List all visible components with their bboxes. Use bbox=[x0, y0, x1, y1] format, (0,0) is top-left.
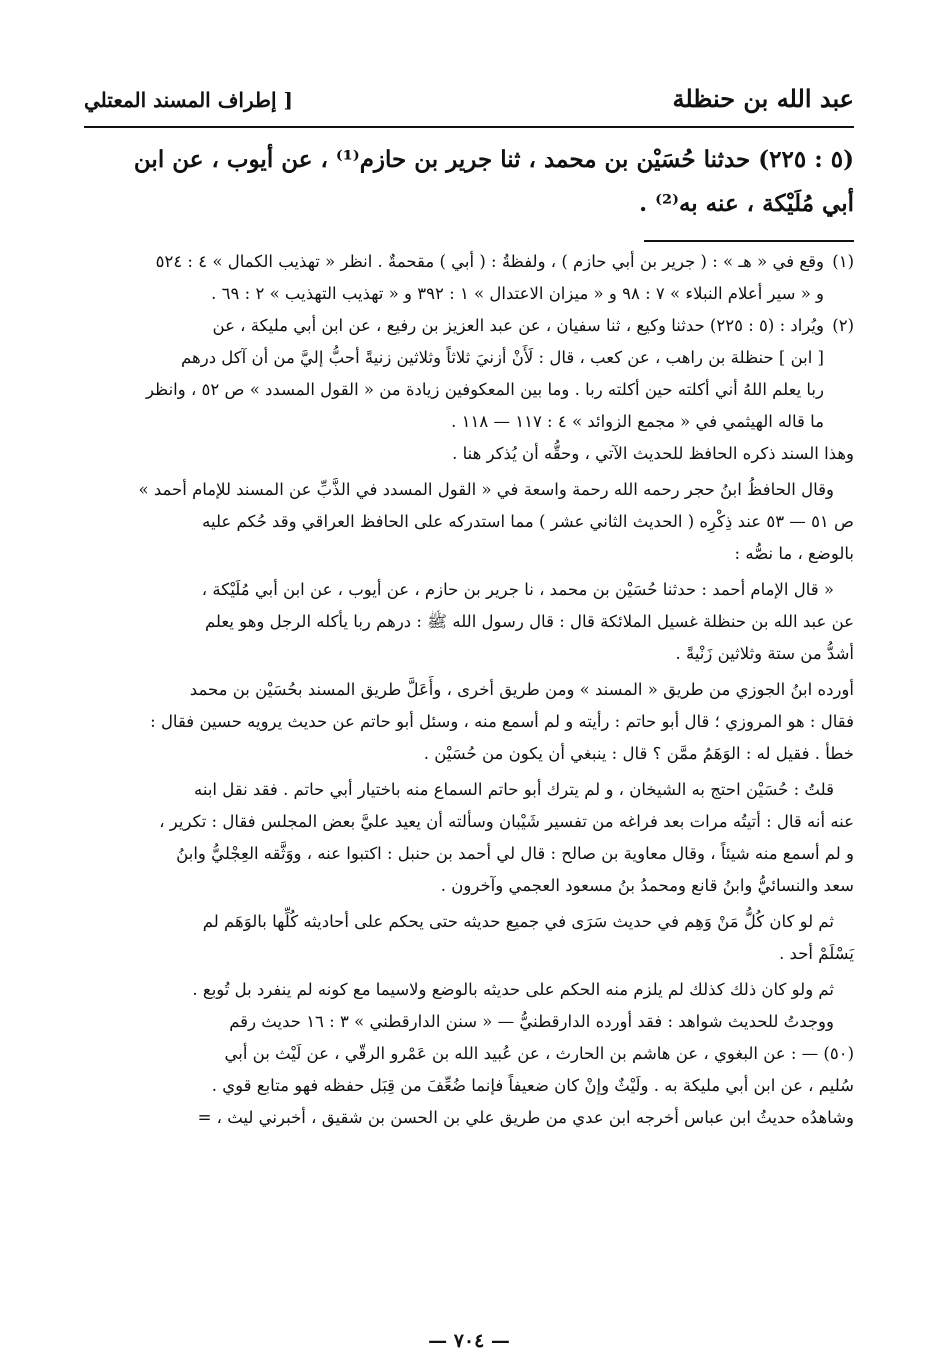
note-line: و لم أسمع منه شيئاً ، وقال معاوية بن صالح : قال لي أحمد بن حنبل : اكتبوا عنه ، ووَثَّقه العِجْليُّ وابنُ bbox=[176, 844, 854, 863]
note-paragraph bbox=[84, 438, 854, 470]
note-line: قلتُ : حُسَيْن احتج به الشيخان ، و لم يترك أبو حاتم السماع منه باختيار أبي حاتم . فقد نقل ابنه bbox=[194, 780, 834, 799]
hadith-line: (٥ : ٢٢٥) حدثنا حُسَيْن بن محمد ، ثنا جرير بن حازم⁽¹⁾ ، عن أيوب ، عن ابن bbox=[133, 146, 854, 173]
note-paragraph bbox=[84, 774, 854, 902]
note-line: يَسْلَمْ أحد . bbox=[779, 944, 854, 963]
note-line: خطأ . فقيل له : الوَهَمُ ممَّن ؟ قال : ينبغي أن يكون من حُسَيْن . bbox=[423, 744, 854, 763]
footnote-line: و « سير أعلام النبلاء » ٧ : ٩٨ و « ميزان الاعتدال » ١ : ٣٩٢ و « تهذيب التهذيب » ٢ : ٦٩ . bbox=[211, 284, 824, 303]
footnote-number: (٢) bbox=[832, 316, 854, 335]
footnote-separator bbox=[644, 240, 854, 242]
note-line: أورده ابنُ الجوزي من طريق « المسند » ومن طريق أخرى ، وأَعَلَّ طريق المسند بحُسَيْن بن محمد bbox=[189, 680, 854, 699]
page bbox=[84, 80, 854, 1360]
note-paragraph bbox=[84, 906, 854, 970]
note-paragraph bbox=[84, 1006, 854, 1102]
footnote-line: وقع في « هـ » : ( جرير بن أبي حازم ) ، ولفظةُ : ( أبي ) مقحمةٌ . انظر « تهذيب الكمال » ٤ : ٥٢٤ bbox=[155, 252, 824, 271]
note-line: سُليم ، عن ابن أبي مليكة به . ولَيْثٌ وإنْ كان ضعيفاً فإنما ضُعِّفَ من قِبَل حفظه فهو متابع قوي . bbox=[211, 1076, 854, 1095]
note-line: ص ٥١ — ٥٣ عند ذِكْرِه ( الحديث الثاني عشر ) مما استدركه على الحافظ العراقي وقد حُكم عليه bbox=[202, 512, 854, 531]
note-paragraph bbox=[84, 1102, 854, 1134]
running-header bbox=[84, 80, 854, 126]
note-line: ووجدتُ للحديث شواهد : فقد أورده الدارقطنيُّ — « سنن الدارقطني » ٣ : ١٦ حديث رقم bbox=[229, 1012, 834, 1031]
hadith-line: أبي مُلَيْكة ، عنه به⁽²⁾ . bbox=[639, 190, 854, 217]
note-paragraph bbox=[84, 974, 854, 1006]
note-line: عن عبد الله بن حنظلة غسيل الملائكة قال : قال رسول الله ﷺ : درهم ربا يأكله الرجل وهو يعلم bbox=[204, 612, 854, 631]
footnote-line: ما قاله الهيثمي في « مجمع الزوائد » ٤ : ١١٧ — ١١٨ . bbox=[451, 412, 824, 431]
note-line: ثم لو كان كُلُّ مَنْ وَهِم في حديث سَرَى في جميع حديثه حتى يحكم على أحاديثه كُلِّها بالوَهَم لم bbox=[202, 912, 834, 931]
note-line: ثم ولو كان ذلك كذلك لم يلزم منه الحكم على حديثه بالوضع ولاسيما مع كونه لم ينفرد بل تُوبع . bbox=[192, 980, 834, 999]
footnotes bbox=[84, 246, 854, 1134]
footnote-number: (١) bbox=[832, 252, 854, 271]
note-paragraph bbox=[84, 474, 854, 570]
header-book-title: [ إطراف المسند المعتلي bbox=[84, 88, 293, 112]
footnote-line: ويُراد : (٥ : ٢٢٥) حدثنا وكيع ، ثنا سفيان ، عن عبد العزيز بن رفيع ، عن ابن أبي مليكة ، عن bbox=[212, 316, 824, 335]
note-line: (٥٠) — : عن البغوي ، عن هاشم بن الحارث ، عن عُبيد الله بن عَمْرو الرقّي ، عن لَيْث بن أبي bbox=[224, 1044, 854, 1063]
footnote-2 bbox=[84, 310, 854, 438]
note-line: بالوضع ، ما نصُّه : bbox=[734, 544, 854, 563]
note-line: وهذا السند ذكره الحافظ للحديث الآتي ، وحقُّه أن يُذكر هنا . bbox=[452, 444, 854, 463]
note-line: أشدُّ من ستة وثلاثين زَنْيةً . bbox=[675, 644, 854, 663]
footnote-line: [ ابن ] حنظلة بن راهب ، عن كعب ، قال : لَأَنْ أزنيَ ثلاثاً وثلاثين زنيةً أحبُّ إليَّ من أن آكل درهم bbox=[181, 348, 824, 367]
note-line: فقال : هو المروزي ؛ قال أبو حاتم : رأيته و لم أسمع منه ، وسئل أبو حاتم عن حديث يرويه حسين فقال : bbox=[150, 712, 854, 731]
note-line: سعد والنسائيُّ وابنُ قانع ومحمدُ بنُ مسعود العجمي وآخرون . bbox=[440, 876, 854, 895]
footnote-1 bbox=[84, 246, 854, 310]
note-line: عنه أنه قال : أتيتُه مرات بعد فراغه من تفسير شَيْبان وسألته أن يعيد عليَّ بعض المجلس فقال : تكرير ، bbox=[159, 812, 854, 831]
note-paragraph bbox=[84, 574, 854, 670]
note-line: وقال الحافظُ ابنُ حجر رحمه الله رحمة واسعة في « القول المسدد في الذَّبِّ عن المسند للإمام أحمد » bbox=[138, 480, 834, 499]
header-rule bbox=[84, 126, 854, 128]
note-paragraph bbox=[84, 674, 854, 770]
note-line: وشاهدُه حديثُ ابن عباس أخرجه ابن عدي من طريق علي بن الحسن بن شقيق ، أخبرني ليث ، = bbox=[197, 1108, 854, 1127]
page-number: — ٧٠٤ — bbox=[428, 1330, 510, 1352]
note-line: « قال الإمام أحمد : حدثنا حُسَيْن بن محمد ، نا جرير بن حازم ، عن أيوب ، عن ابن أبي مُلَيْكة ، bbox=[201, 580, 834, 599]
header-title: عبد الله بن حنظلة bbox=[672, 84, 854, 113]
hadith-text bbox=[84, 138, 854, 226]
footnote-line: ربا يعلم اللهُ أني أكلته حين أكلته ربا . وما بين المعكوفين زيادة من « القول المسدد » ص ٥٢ ، وانظر bbox=[145, 380, 824, 399]
